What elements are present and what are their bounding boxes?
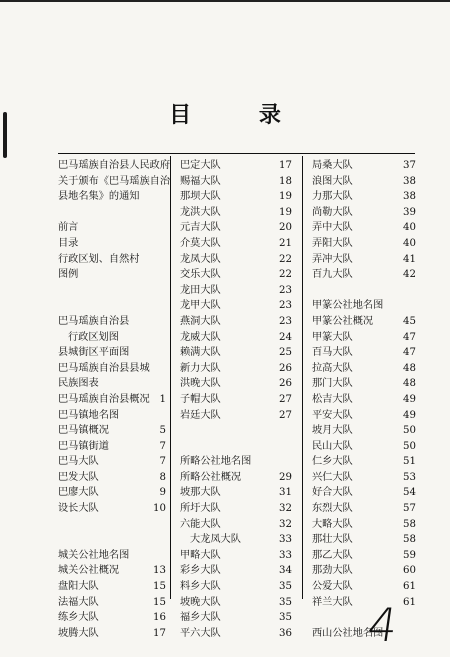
toc-entry-page: 39 [403,206,416,218]
toc-entry-label: 巴马瑶族自治县人民政府 [58,160,171,171]
toc-entry-label: 目录 [58,237,79,249]
toc-entry-page: 23 [279,300,292,312]
toc-entry-page: 25 [279,347,292,359]
toc-entry-page: 48 [403,378,416,390]
toc-entry [312,252,416,268]
toc-entry-page: 59 [403,549,416,561]
toc-entry [58,408,166,424]
toc-entry-page: 17 [279,160,292,171]
toc-entry-label: 甲篆大队 [312,331,353,343]
toc-entry-page: 16 [153,612,166,624]
toc-entry [312,532,416,548]
toc-entry-page: 50 [403,440,416,452]
toc-entry-label: 所圩大队 [180,503,221,515]
toc-entry-label: 巴马瑶族自治县 [58,315,130,327]
toc-entry-label: 平安大队 [312,409,353,421]
toc-entry [312,408,416,424]
toc-entry [312,174,416,190]
toc-entry-page: 42 [403,269,416,281]
toc-entry-label: 那门大队 [312,378,353,390]
toc-entry-page: 7 [159,440,166,452]
toc-entry [312,501,416,517]
toc-entry [180,298,292,314]
toc-entry-label: 那坝大队 [180,191,221,203]
toc-entry-label: 子帽大队 [180,393,221,405]
toc-entry-page [152,330,166,346]
toc-entry-label: 洪晚大队 [180,378,221,390]
toc-entry-label: 关于颁布《巴马瑶族自治 [58,175,171,187]
toc-entry-page: 32 [279,503,292,515]
toc-entry-page: 20 [279,222,292,234]
toc-entry-page [152,548,166,564]
toc-entry-page [152,408,166,424]
toc-entry [180,392,292,408]
toc-entry-page: 8 [159,471,166,483]
toc-entry-page: 26 [279,378,292,390]
toc-entry-label: 巴定大队 [180,160,221,171]
toc-entry-label: 所略公社地名图 [180,456,252,468]
toc-entry-label: 坡那大队 [180,487,221,499]
toc-entry [180,517,292,533]
toc-entry-label: 大龙凤大队 [190,534,241,546]
toc-entry-page: 26 [279,362,292,374]
toc-entry-page: 47 [403,347,416,359]
toc-entry-page: 38 [403,175,416,187]
toc-entry-label: 龙凤大队 [180,253,221,265]
toc-entry-label: 盘阳大队 [58,581,99,593]
toc-entry-page: 35 [279,596,292,608]
toc-entry-label: 彩乡大队 [180,565,221,577]
toc-entry-label: 所略公社概况 [180,471,242,483]
toc-entry-page [152,267,166,283]
toc-entry [180,470,292,486]
toc-entry-page: 24 [279,331,292,343]
toc-entry-label: 前言 [58,222,79,234]
toc-entry [312,267,416,283]
toc-entry-label: 巴马镇地名图 [58,409,120,421]
toc-entry [180,548,292,564]
toc-entry-page: 54 [403,487,416,499]
toc-entry-page: 47 [403,331,416,343]
toc-entry [58,610,166,626]
toc-entry [312,158,416,174]
toc-entry-label: 好合大队 [312,487,353,499]
toc-entry [312,392,416,408]
toc-entry-page [152,220,166,236]
toc-entry-page [152,236,166,252]
toc-entry-label: 那壮大队 [312,534,353,546]
toc-entry [58,252,166,268]
toc-entry-label: 弄冲大队 [312,253,353,265]
toc-entry-label: 县地名集》的通知 [58,191,140,203]
toc-entry [180,532,292,548]
toc-entry [58,439,166,455]
toc-entry [58,220,166,236]
toc-entry-label: 燕洞大队 [180,315,221,327]
toc-entry [58,595,166,611]
toc-entry [58,485,166,501]
toc-entry-label: 县城街区平面图 [58,347,130,359]
toc-entry [180,501,292,517]
toc-entry-label: 元吉大队 [180,222,221,234]
toc-entry [58,361,166,377]
toc-entry-page: 7 [159,456,166,468]
toc-entry-page: 37 [403,160,416,171]
toc-entry-page: 32 [279,518,292,530]
toc-entry [180,579,292,595]
toc-entry [180,158,292,174]
toc-entry-label: 法福大队 [58,596,99,608]
toc-entry [58,376,166,392]
toc-entry-label: 巴廖大队 [58,487,99,499]
toc-entry-page: 36 [279,627,292,639]
toc-entry-label: 龙田大队 [180,284,221,296]
toc-entry [312,517,416,533]
toc-entry [58,314,166,330]
toc-entry-label: 甲篆公社概况 [312,315,374,327]
toc-entry [58,189,166,205]
toc-entry [58,345,166,361]
toc-spacer [58,283,166,299]
toc-entry-label: 平六大队 [180,627,221,639]
toc-entry-page: 50 [403,425,416,437]
toc-entry-page: 27 [279,409,292,421]
page-title: 目 录 [169,102,311,128]
toc-entry [180,485,292,501]
toc-entry-label: 东烈大队 [312,503,353,515]
toc-entry [312,236,416,252]
toc-entry [180,626,292,642]
toc-entry-page: 57 [403,503,416,515]
toc-entry [180,595,292,611]
toc-entry-page: 33 [279,549,292,561]
toc-entry [58,330,166,346]
toc-entry-label: 民山大队 [312,440,353,452]
toc-entry [180,174,292,190]
toc-entry [180,267,292,283]
toc-spacer [58,517,166,533]
toc-entry-label: 岩廷大队 [180,409,221,421]
toc-entry [312,220,416,236]
toc-entry-page: 19 [279,191,292,203]
toc-entry-label: 图例 [58,269,79,281]
toc-entry-page [152,376,166,392]
toc-entry-page: 18 [279,175,292,187]
toc-entry-page: 17 [153,627,166,639]
column-divider [302,156,303,599]
toc-entry-label: 坡月大队 [312,425,353,437]
toc-entry-page: 23 [279,284,292,296]
toc-entry-page: 27 [279,393,292,405]
toc-entry-page: 58 [403,534,416,546]
toc-entry-label: 那劲大队 [312,565,353,577]
toc-entry-label: 坡晚大队 [180,596,221,608]
toc-spacer [58,298,166,314]
toc-entry [58,579,166,595]
toc-entry [312,579,416,595]
toc-spacer [58,532,166,548]
toc-entry-label: 甲篆公社地名图 [312,300,384,312]
toc-entry-label: 新力大队 [180,362,221,374]
toc-entry [180,314,292,330]
toc-entry [58,563,166,579]
toc-entry [180,236,292,252]
toc-entry [180,376,292,392]
toc-entry-label: 百马大队 [312,347,353,359]
toc-entry-label: 练乡大队 [58,612,99,624]
toc-entry-page: 13 [153,565,166,577]
toc-entry-label: 龙甲大队 [180,300,221,312]
toc-entry-label: 百九大队 [312,269,353,281]
toc-entry-label: 祥兰大队 [312,596,353,608]
toc-spacer [180,439,292,455]
toc-entry-label: 大略大队 [312,518,353,530]
toc-entry-label: 局桑大队 [312,160,353,171]
toc-entry [58,548,166,564]
toc-entry-label: 拉高大队 [312,362,353,374]
toc-entry [58,236,166,252]
toc-entry-label: 行政区划图 [68,331,119,343]
toc-entry-page: 35 [279,612,292,624]
toc-entry [58,174,171,190]
toc-spacer [312,283,416,299]
toc-entry-page: 60 [403,565,416,577]
toc-entry [58,158,171,174]
toc-entry [58,392,166,408]
toc-entry-label: 行政区划、自然村 [58,253,140,265]
toc-entry-page: 23 [279,315,292,327]
toc-entry-page: 35 [279,581,292,593]
toc-entry-page: 51 [403,456,416,468]
scan-edge-line [0,0,450,2]
toc-entry [180,189,292,205]
toc-entry-page: 5 [159,425,166,437]
toc-entry-label: 设长大队 [58,503,99,515]
toc-entry-label: 六能大队 [180,518,221,530]
toc-entry [180,205,292,221]
column-divider [170,156,171,599]
toc-entry-page: 58 [403,518,416,530]
toc-entry [312,345,416,361]
toc-entry-page: 22 [279,253,292,265]
toc-entry [58,423,166,439]
toc-entry [180,220,292,236]
toc-entry-page: 29 [279,471,292,483]
toc-entry [312,439,416,455]
toc-entry-page: 15 [153,596,166,608]
toc-entry [180,408,292,424]
toc-entry [180,252,292,268]
toc-entry [312,423,416,439]
toc-entry-page [278,454,292,470]
toc-entry-page: 40 [403,237,416,249]
toc-entry-page: 31 [279,487,292,499]
toc-entry-label: 城关公社概况 [58,565,120,577]
toc-entry [312,376,416,392]
toc-entry-label: 仁乡大队 [312,456,353,468]
toc-entry [58,454,166,470]
toc-spacer [58,205,166,221]
toc-entry-page: 61 [403,596,416,608]
toc-entry [180,361,292,377]
toc-entry-page: 9 [159,487,166,499]
toc-entry-label: 西山公社地名图 [312,627,384,639]
toc-entry [180,610,292,626]
toc-entry-page [152,189,166,205]
toc-entry-label: 民族图表 [58,378,99,390]
toc-entry [312,205,416,221]
toc-entry-label: 龙威大队 [180,331,221,343]
toc-entry-label: 浪图大队 [312,175,353,187]
handwritten-page-number: 4 [364,598,402,652]
title-rule [58,153,415,154]
toc-entry-label: 力那大队 [312,191,353,203]
toc-entry-page [152,345,166,361]
toc-entry-page: 38 [403,191,416,203]
toc-entry [312,189,416,205]
toc-entry-page: 15 [153,581,166,593]
toc-entry-page: 53 [403,471,416,483]
toc-entry [312,314,416,330]
toc-entry [312,454,416,470]
toc-entry-label: 甲略大队 [180,549,221,561]
toc-entry-label: 巴马大队 [58,456,99,468]
toc-entry-label: 巴马瑶族自治县概况 [58,393,150,405]
toc-entry-page: 22 [279,269,292,281]
toc-column-1 [58,158,171,641]
toc-entry-page: 41 [403,253,416,265]
toc-entry-label: 巴马瑶族自治县县城 [58,362,150,374]
toc-entry [312,548,416,564]
toc-entry [312,563,416,579]
toc-entry [180,330,292,346]
toc-entry [312,470,416,486]
toc-entry-label: 福乡大队 [180,612,221,624]
toc-entry-page [402,298,416,314]
toc-entry [180,345,292,361]
toc-entry-label: 公爱大队 [312,581,353,593]
toc-entry-page: 21 [279,237,292,249]
toc-entry [58,501,166,517]
toc-entry-page: 33 [279,534,292,546]
toc-entry-page [152,361,166,377]
toc-entry-label: 龙洪大队 [180,206,221,218]
toc-entry-page: 10 [153,503,166,515]
toc-entry [312,298,416,314]
toc-entry-page [152,252,166,268]
toc-entry [180,283,292,299]
toc-entry-label: 尚勒大队 [312,206,353,218]
toc-entry-label: 巴马镇街道 [58,440,109,452]
toc-entry-label: 城关公社地名图 [58,549,130,561]
toc-entry-page: 45 [403,315,416,327]
toc-entry-page: 48 [403,362,416,374]
toc-entry-label: 巴发大队 [58,471,99,483]
toc-entry [312,361,416,377]
toc-entry [180,563,292,579]
toc-entry-page [152,314,166,330]
toc-entry [58,626,166,642]
toc-entry-page: 1 [159,393,166,405]
toc-entry-label: 弄中大队 [312,222,353,234]
toc-entry-page: 19 [279,206,292,218]
toc-entry [58,267,166,283]
toc-entry [312,485,416,501]
toc-column-2 [180,158,292,641]
toc-column-3 [312,158,416,641]
toc-entry-label: 赐福大队 [180,175,221,187]
toc-entry-page: 49 [403,393,416,405]
toc-entry-label: 交乐大队 [180,269,221,281]
toc-entry-label: 巴马镇概况 [58,425,109,437]
toc-entry-label: 那乙大队 [312,549,353,561]
toc-entry-label: 弄阳大队 [312,237,353,249]
toc-entry-label: 兴仁大队 [312,471,353,483]
toc-entry-page: 40 [403,222,416,234]
toc-spacer [180,423,292,439]
toc-entry-page: 34 [279,565,292,577]
toc-entry [312,330,416,346]
toc-entry-page: 61 [403,581,416,593]
toc-entry-label: 料乡大队 [180,581,221,593]
toc-entry [180,454,292,470]
toc-entry-label: 松吉大队 [312,393,353,405]
toc-entry-label: 坡腾大队 [58,627,99,639]
toc-entry [58,470,166,486]
toc-entry-label: 介莫大队 [180,237,221,249]
toc-entry-page: 49 [403,409,416,421]
toc-entry-label: 赖满大队 [180,347,221,359]
